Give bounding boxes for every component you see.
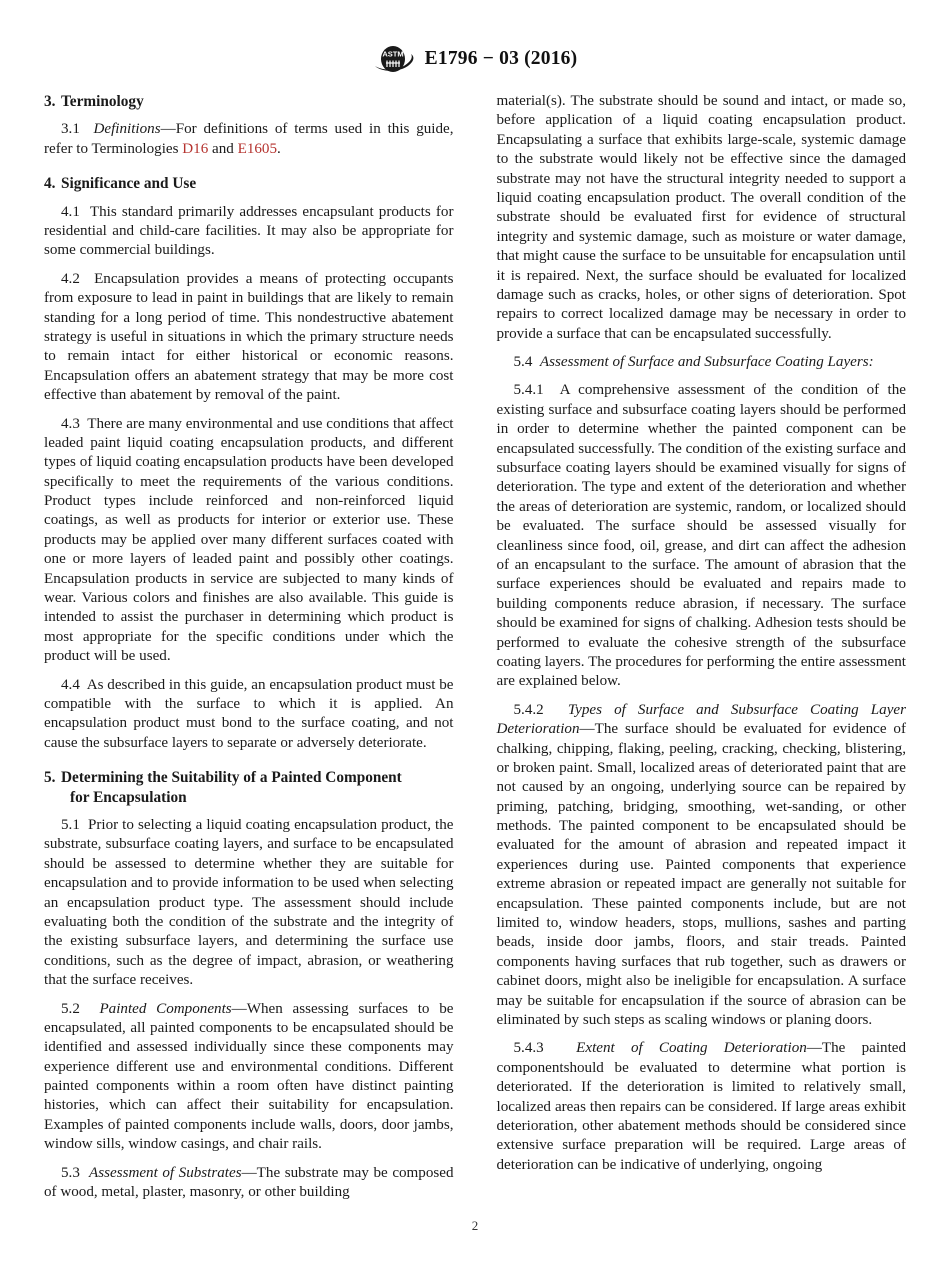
section-title-5: Determining the Suitability of a Painted Component	[61, 769, 402, 787]
paragraph-5-4-1	[497, 381, 907, 691]
page-footer	[0, 1218, 950, 1234]
paragraph-5-4-2	[497, 701, 907, 1031]
paragraph-text-3-1b: and	[208, 140, 238, 157]
standard-designation: E1796 − 03 (2016)	[424, 48, 578, 69]
section-heading-5	[44, 768, 454, 807]
paragraph-number-5-2: 5.2	[61, 1000, 80, 1017]
run-in-heading-5-4-2: Types of Surface and Subsurface Coating Layer Deterioration	[496, 701, 906, 738]
paragraph-number-4-2: 4.2	[61, 270, 80, 287]
paragraph-number-5-3: 5.3	[61, 1164, 80, 1181]
section-heading-4	[44, 174, 454, 193]
paragraph-number-4-1: 4.1	[61, 203, 80, 220]
paragraph-5-3-continued: material(s). The substrate should be sound and intact, or made so, before application of a liquid coating encapsulation product. Encapsulating a surface that exhibits large-scale, systemic damage to the substrate would likely not be effective since the damaged substrate may not have the structural integrity needed to support a liquid coating encapsulation product. The overall condition of the substrate should be evaluated first for evidence of structural integrity and systemic damage, such as moisture or water damage, that might cause the surface to be unsuitable for encapsulation until it is repaired. Next, the surface should be evaluated for localized damage such as cracks, holes, or other signs of deterioration. Spot repairs to correct localized damage may be necessary in order to provide a surface that can be encapsulated successfully.	[496, 93, 906, 342]
run-in-heading-3-1: Definitions	[93, 121, 161, 138]
paragraph-5-4	[497, 353, 907, 372]
paragraph-text-5-2: —When assessing surfaces to be encapsulated, all painted components to be encapsulated should be identified and assessed individually since these components may experience different use and environmental conditions. Different painted components within a room often have distinct painting histories, which can affect their suitability for encapsulation. Examples of painted components include walls, doors, door jambs, window sills, window casings, and chair rails.	[44, 1000, 454, 1153]
svg-text:ASTM: ASTM	[382, 49, 404, 59]
run-in-heading-5-2: Painted Components	[99, 1000, 232, 1017]
run-in-heading-5-3: Assessment of Substrates	[89, 1164, 242, 1181]
astm-logo-icon	[373, 44, 415, 74]
paragraph-text-5-4-2: —The surface should be evaluated for evidence of chalking, chipping, flaking, peeling, cracking, checking, blistering, or broken paint. Small, localized areas of deteriorated paint that are not caused by an ongoing, underlying source can be repaired by priming, patching, bridging, smoothing, wet-sanding, or other methods. The painted component to be encapsulated should be evaluated for the amount of abrasion and repeated impact it experiences during use. Painted components that experience extreme abrasion or repeated impact are generally not suitable for encapsulation. These painted components include, but are not limited to, window headers, stops, mullions, sashes and parting beads, inside door jambs, floors, and stair treads. Painted components having surfaces that rub together, such as drawers or cabinet doors, might also be ineligible for encapsulation. A surface may be suitable for encapsulation if the source of abrasion can be eliminated by such steps as scaling windows or planing doors.	[496, 721, 906, 1028]
section-title-4: Significance and Use	[61, 175, 197, 193]
paragraph-text-5-4-1: A comprehensive assessment of the condition of the existing surface and subsurface coating layers should be performed in order to determine whether the painted component can be encapsulated successfully. The condition of the existing surface and subsurface coating layers should be examined visually for signs of deterioration. The type and extent of the deterioration and whether the areas of deterioration are systemic, random, or localized should be evaluated. The surface should be assessed visually for cleanliness since food, oil, grease, and dirt can affect the adhesion of an encapsulant to the surface. The amount of abrasion that the surface experiences should be evaluated and repairs made to building components reduce abrasion, if necessary. The surface should be examined for signs of chalking. Adhesion tests should be performed to evaluate the cohesive strength of the subsurface coating layers. The procedures for performing the entire assessment are explained below.	[496, 382, 906, 690]
paragraph-text-3-1c: .	[277, 140, 281, 157]
paragraph-4-4	[44, 676, 454, 754]
section-title-5-line2: for Encapsulation	[70, 788, 187, 806]
paragraph-text-5-4-3: —The painted componentshould be evaluated to determine what portion is deteriorated. If the deterioration is limited to relatively small, localized areas then repairs can be considered. If large areas exhibit deterioration, other abatement methods should be considered since extensive surface preparation will be required. Large areas of deterioration can be indicative of underlying, ongoing	[496, 1040, 907, 1173]
run-in-heading-5-4-3: Extent of Coating Deterioration	[576, 1040, 807, 1057]
paragraph-text-4-2: Encapsulation provides a means of protecting occupants from exposure to lead in paint in buildings that are likely to remain standing for a long period of time. This nondestructive abatement strategy is useful in situations in which the primary structure needs to remain intact for either historical or economic reasons. Encapsulation offers an abatement strategy that may be more cost effective than abatement by removal of the paint.	[44, 270, 454, 404]
paragraph-5-1	[44, 816, 454, 991]
section-number-5: 5.	[44, 769, 56, 787]
reference-link-d16[interactable]: D16	[182, 140, 209, 157]
section-title-3: Terminology	[61, 93, 144, 110]
paragraph-number-5-1: 5.1	[61, 817, 80, 834]
paragraph-number-4-4: 4.4	[61, 676, 80, 693]
paragraph-text-4-4: As described in this guide, an encapsulation product must be compatible with the surface to which it is applied. An encapsulation product must bond to the surface coating, and not cause the subsurface layers to separate or adversely deteriorate.	[44, 676, 454, 751]
document-columns	[44, 92, 907, 1201]
paragraph-4-3	[44, 415, 454, 667]
paragraph-5-4-3	[497, 1039, 907, 1175]
paragraph-text-4-1: This standard primarily addresses encapsulant products for residential and child-care facilities. It may also be appropriate for some commercial buildings.	[44, 203, 454, 259]
paragraph-number-5-4-2: 5.4.2	[513, 701, 544, 718]
paragraph-4-2	[44, 270, 454, 406]
paragraph-text-5-3: —The substrate may be composed of wood, metal, plaster, masonry, or other building	[44, 1164, 454, 1201]
paragraph-text-5-1: Prior to selecting a liquid coating encapsulation product, the substrate, subsurface coating layers, and surface to be encapsulated should be assessed to determine whether they are suitable for encapsulation and to provide information to be used when selecting an encapsulation product type. The assessment should include evaluating both the condition of the substrate and the integrity of the existing subsurface layers, and determining the surface use conditions, such as the degree of impact, abrasion, or weathering that the surface receives.	[44, 817, 454, 989]
paragraph-number-5-4: 5.4	[513, 354, 533, 371]
page-header	[0, 44, 950, 74]
reference-link-e1605[interactable]: E1605	[237, 140, 278, 157]
section-heading-3	[44, 92, 454, 111]
paragraph-3-1	[44, 120, 454, 159]
section-number-3: 3.	[44, 93, 56, 110]
run-in-heading-5-4: Assessment of Surface and Subsurface Coating Layers:	[539, 354, 874, 371]
right-column	[497, 92, 907, 1197]
paragraph-5-3	[44, 1164, 454, 1203]
paragraph-5-2	[44, 1000, 454, 1155]
paragraph-text-4-3: There are many environmental and use conditions that affect leaded paint liquid coating encapsulation products, and different types of liquid coating encapsulation products have been developed specifically to meet the requirements of the various conditions. Product types include reinforced and non-reinforced liquid coatings, as well as products for interior or exterior use. These products may be applied over many different surfaces coated with one or more layers of leaded paint and possibly other coatings. Encapsulation products in service are subjected to many kinds of wear. Various colors and finishes are also available. This guide is intended to assist the purchaser in determining which product is most appropriate for the specific conditions under which the product will be used.	[44, 415, 454, 665]
section-number-4: 4.	[44, 175, 56, 193]
page-number: 2	[471, 1218, 479, 1233]
paragraph-number-5-4-1: 5.4.1	[513, 382, 544, 399]
paragraph-number-5-4-3: 5.4.3	[513, 1040, 544, 1057]
paragraph-text-3-1a: —For definitions of terms used in this guide, refer to Terminologies	[44, 121, 454, 157]
left-column	[44, 92, 454, 1201]
paragraph-4-1	[44, 203, 454, 261]
paragraph-number-3-1: 3.1	[61, 121, 80, 138]
paragraph-number-4-3: 4.3	[61, 415, 80, 432]
